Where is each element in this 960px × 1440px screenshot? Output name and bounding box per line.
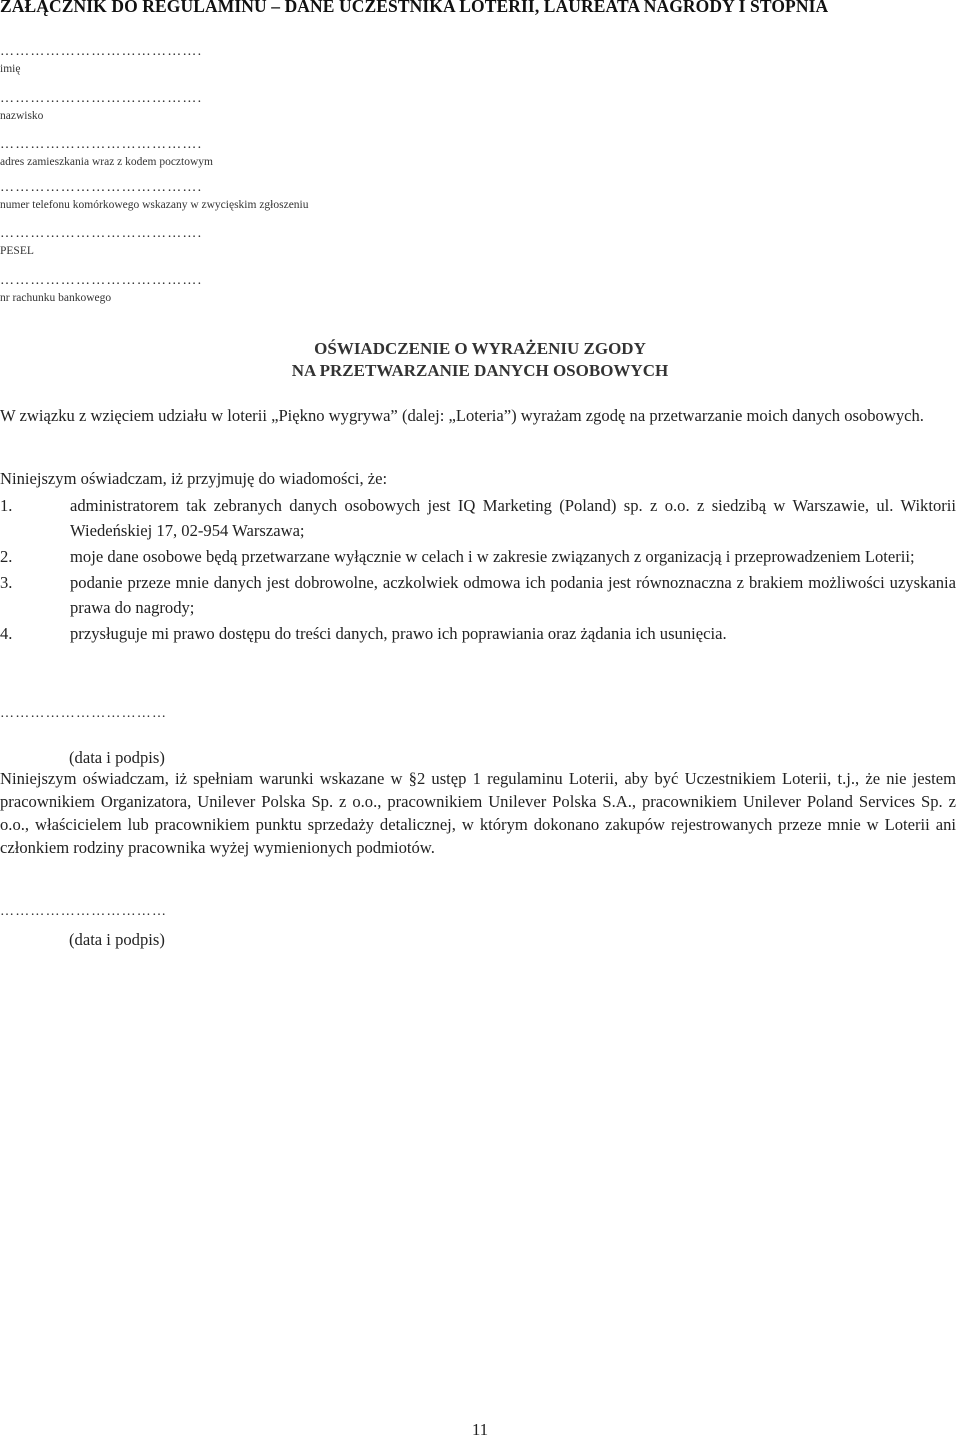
list-number: 1. [0, 496, 13, 515]
field-label: nazwisko [0, 110, 44, 122]
signature-caption-2: (data i podpis) [69, 930, 165, 949]
list-text: przysługuje mi prawo dostępu do treści danych, prawo ich poprawiania oraz żądania ich usunięcia. [70, 624, 727, 643]
list-text: administratorem tak zebranych danych osobowych jest IQ Marketing (Poland) sp. z o.o. z siedzibą w Warszawie, ul. Wiktorii Wiedeńskiej 17, 02-954 Warszawa; [70, 496, 956, 540]
list-number: 2. [0, 547, 13, 566]
field-pesel [0, 226, 700, 258]
list-item [0, 570, 956, 620]
field-address [0, 137, 700, 169]
field-label: PESEL [0, 245, 34, 257]
fill-in-line: …………………………………. [0, 44, 203, 59]
declaration-list [0, 493, 956, 646]
signature-caption-1: (data i podpis) [69, 748, 165, 767]
list-number: 3. [0, 573, 13, 592]
field-last-name [0, 91, 700, 123]
fill-in-line: …………………………………. [0, 91, 203, 106]
signature-line-1: …………………………… [0, 706, 168, 721]
eligibility-paragraph: Niniejszym oświadczam, iż spełniam warunki wskazane w §2 ustęp 1 regulaminu Loterii, aby być Uczestnikiem Loterii, t.j., że nie jestem pracownikiem Organizatora, Unilever Polska Sp. z o.o., pracownikiem Unilever Polska S.A., pracownikiem Unilever Poland Services Sp. z o.o., właścicielem lub pracownikiem punktu sprzedaży detalicznej, w którym dokonano zakupów rejestrowanych przeze mnie w Loterii ani członkiem rodziny pracownika wyżej wymienionych podmiotów. [0, 769, 956, 857]
field-bank-account [0, 273, 700, 305]
consent-heading-line-1: OŚWIADCZENIE O WYRAŻENIU ZGODY [314, 339, 646, 358]
declaration-intro: Niniejszym oświadczam, iż przyjmuję do wiadomości, że: [0, 469, 388, 488]
page-number: 11 [471, 1420, 489, 1439]
consent-paragraph: W związku z wzięciem udziału w loterii „Piękno wygrywa” (dalej: „Loteria”) wyrażam zgodę na przetwarzanie moich danych osobowych. [0, 406, 924, 425]
page-title: ZAŁĄCZNIK DO REGULAMINU – DANE UCZESTNIKA LOTERII, LAUREATA NAGRODY I STOPNIA [0, 0, 829, 16]
list-item [0, 621, 956, 646]
list-number: 4. [0, 624, 13, 643]
fill-in-line: …………………………………. [0, 180, 203, 195]
field-label: imię [0, 63, 21, 75]
field-label: adres zamieszkania wraz z kodem pocztowym [0, 156, 213, 168]
field-label: nr rachunku bankowego [0, 292, 112, 304]
list-item [0, 544, 956, 569]
list-text: moje dane osobowe będą przetwarzane wyłącznie w celach i w zakresie związanych z organizacją i przeprowadzeniem Loterii; [70, 547, 915, 566]
fill-in-line: …………………………………. [0, 273, 203, 288]
signature-line-2: …………………………… [0, 904, 168, 919]
list-text: podanie przeze mnie danych jest dobrowolne, aczkolwiek odmowa ich podania jest równoznaczna z brakiem możliwości uzyskania prawa do nagrody; [70, 573, 956, 617]
field-label: numer telefonu komórkowego wskazany w zwycięskim zgłoszeniu [0, 199, 309, 211]
fill-in-line: …………………………………. [0, 137, 203, 152]
field-first-name [0, 44, 700, 76]
list-item [0, 493, 956, 543]
fill-in-line: …………………………………. [0, 226, 203, 241]
field-phone [0, 180, 700, 212]
consent-heading-line-2: NA PRZETWARZANIE DANYCH OSOBOWYCH [291, 361, 669, 380]
